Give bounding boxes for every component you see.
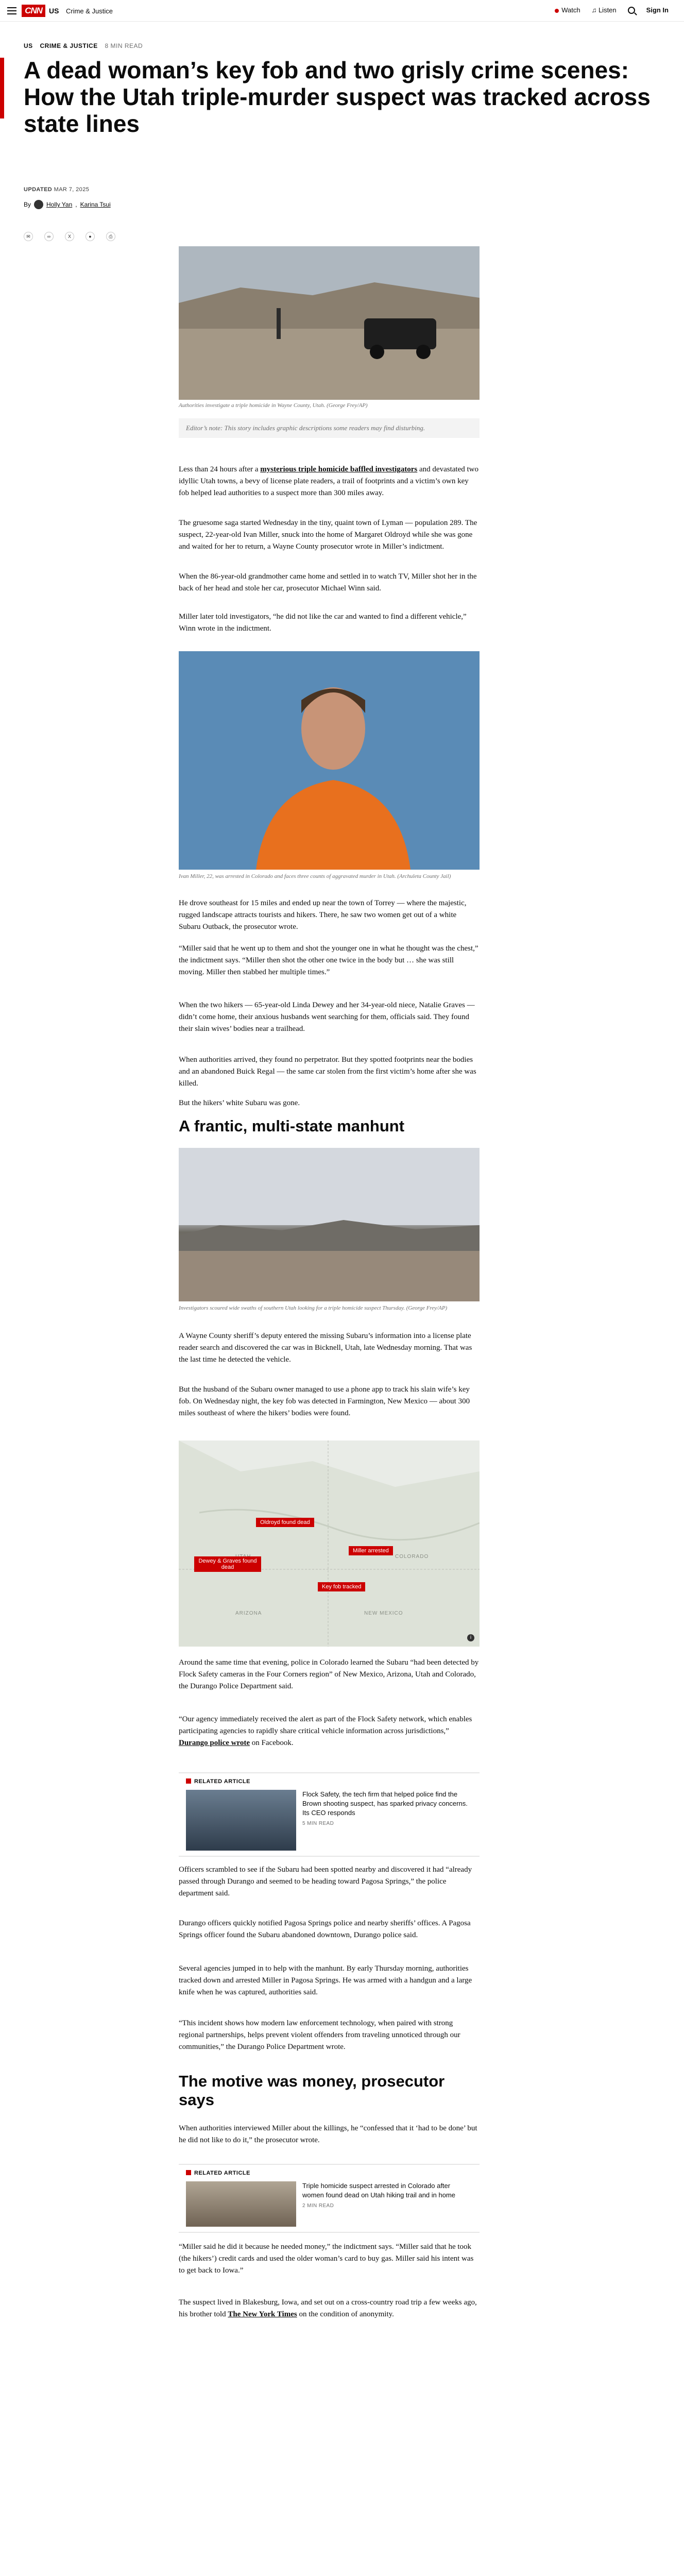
menu-icon[interactable] [7,7,16,14]
map-state-new-mexico: NEW MEXICO [364,1611,403,1616]
listen-button[interactable] [592,6,617,14]
section-heading-manhunt: A frantic, multi-state manhunt [179,1117,405,1135]
header-actions [555,6,669,14]
lead-photo[interactable] [179,246,480,400]
headphones-icon: ♫ [591,6,597,14]
landscape-photo-caption: Investigators scoured wide swaths of southern Utah looking for a triple homicide suspect Thursday. (George Frey/AP) [179,1305,448,1311]
updated-value: MAR 7, 2025 [54,187,90,193]
landscape-illustration [179,1148,480,1301]
related-thumbnail [186,2181,296,2227]
print-icon[interactable]: ⎙ [106,232,115,241]
related-read-time: 2 MIN READ [302,2203,334,2209]
related-article-card-1[interactable] [179,1772,480,1857]
breadcrumb-crime[interactable]: CRIME & JUSTICE [40,42,98,49]
paragraph-7: When the two hikers — 65-year-old Linda Dewey and her 34-year-old niece, Natalie Graves — didn’t come home, their anxious husbands went searching for them, officials said. They found their slain wives’ bodies near a trailhead. [179,1001,475,1033]
suspect-photo-illustration [179,651,480,870]
email-icon[interactable]: ✉ [24,232,33,241]
suspect-photo-caption: Ivan Miller, 22, was arrested in Colorado and faces three counts of aggravated murder in Utah. (Archuleta County Jail) [179,873,451,879]
map-state-arizona: ARIZONA [235,1611,262,1616]
paragraph-11: But the husband of the Subaru owner managed to use a phone app to track his slain wife’s key fob. On Wednesday night, the key fob was detected in Farmington, New Mexico — about 300 miles southeast of where the hikers’ bodies were found. [179,1385,470,1417]
related-thumbnail [186,1790,296,1851]
map-state-colorado: COLORADO [395,1554,429,1560]
landscape-photo[interactable] [179,1148,480,1301]
paragraph-19: “Miller said he did it because he needed money,” the indictment says. “Miller said that he took (the hikers’) credit cards and used the older woman’s card to buy gas. Miller said his intent was to get back to Iowa.” [179,2243,474,2275]
section-heading-motive: The motive was money, prosecutor says [179,2072,445,2109]
breadcrumb-us[interactable]: US [24,42,33,49]
paragraph-3: When the 86-year-old grandmother came home and settled in to watch TV, Miller shot her in the back of her head and stole her car, prosecutor Michael Winn said. [179,572,477,592]
paragraph-6: “Miller said that he went up to them and shot the younger one in what he thought was the chest,” the indictment says. “Miller then shot the other one twice in the body but … she was still moving. Miller then stabbed her multiple times.” [179,944,478,976]
map-info-icon[interactable]: i [467,1634,474,1641]
read-time: 8 MIN READ [105,42,143,49]
triple-homicide-link[interactable]: mysterious triple homicide baffled investigators [260,465,418,473]
map-marker-key-fob: Key fob tracked [318,1582,365,1591]
updated-label: UPDATED [24,187,53,193]
section-link[interactable]: Crime & Justice [66,7,113,15]
manhunt-map[interactable] [179,1440,480,1647]
paragraph-20 [179,2297,480,2320]
suspect-photo[interactable] [179,651,480,870]
search-icon[interactable] [628,7,635,14]
paragraph-8: When authorities arrived, they found no perpetrator. But they spotted footprints near the bodies and an abandoned Buick Regal — the same car stolen from the first victim’s home after she was killed. [179,1056,476,1088]
paragraph-20-text-a: The suspect lived in Blakesburg, Iowa, and set out on a cross-country road trip a few weeks ago, his brother told [179,2298,477,2318]
durango-police-link[interactable]: Durango police wrote [179,1739,250,1747]
paragraph-2: The gruesome saga started Wednesday in the tiny, quaint town of Lyman — population 289. The suspect, 22-year-old Ivan Miller, snuck into the home of Margaret Oldroyd while she was gone and waited for her to return, a Wayne County prosecutor wrote in Miller’s indictment. [179,519,477,551]
map-illustration [179,1440,480,1647]
lead-photo-caption: Authorities investigate a triple homicide in Wayne County, Utah. (George Frey/AP) [179,402,368,409]
related-read-time: 5 MIN READ [302,1821,334,1826]
byline: By Holly Yan , Karina Tsui [24,201,111,208]
link-icon[interactable]: ∞ [44,232,54,241]
top-navigation-bar [0,0,684,22]
paragraph-1: Less than 24 hours after a mysterious triple homicide baffled investigators and devastated two idyllic Utah towns, a bevy of license plate readers, a trail of footprints and a victim’s own key fob helped lead authorities to a suspect more than 300 miles away. [179,465,478,497]
map-marker-dewey-graves: Dewey & Graves found dead [194,1556,261,1572]
live-dot-icon [555,9,559,13]
related-label: RELATED ARTICLE [186,1778,472,1785]
author-link-1[interactable]: Holly Yan [46,201,73,208]
paragraph-9: But the hikers’ white Subaru was gone. [179,1099,300,1107]
watch-label: Watch [561,6,580,14]
paragraph-10: A Wayne County sheriff’s deputy entered the missing Subaru’s information into a license plate reader search and discovered the car was in Bicknell, Utah, late Wednesday morning. That was the last time he detected the vehicle. [179,1332,472,1364]
paragraph-12: Around the same time that evening, police in Colorado learned the Subaru “had been detected by Flock Safety cameras in the Four Corners region” of New Mexico, Arizona, Utah and Colorado, the Durango Police Department said. [179,1658,479,1690]
updated-timestamp [24,187,89,193]
listen-label: Listen [598,6,617,14]
breadcrumb [24,42,148,49]
related-headline[interactable]: Triple homicide suspect arrested in Colorado after women found dead on Utah hiking trail and in home [302,2182,456,2199]
author-avatar [34,200,43,209]
reddit-icon[interactable]: ● [86,232,95,241]
paragraph-20-text-b: on the condition of anonymity. [297,2310,394,2318]
headline-accent-bar [0,58,4,118]
article-headline: A dead woman’s key fob and two grisly crime scenes: How the Utah triple-murder suspect was tracked across state lines [24,57,651,137]
edition-label[interactable]: US [49,7,59,15]
paragraph-16: Several agencies jumped in to help with the manhunt. By early Thursday morning, authorities tracked down and arrested Miller in Pagosa Springs. He was armed with a handgun and a large knife when he was captured, authorities said. [179,1964,472,1996]
related-article-card-2[interactable] [179,2164,480,2233]
sign-in-button[interactable]: Sign In [646,6,669,14]
author-link-2[interactable]: Karina Tsui [80,201,111,208]
watch-button[interactable] [555,6,580,14]
paragraph-13: “Our agency immediately received the alert as part of the Flock Safety network, which enables participating agencies to rapidly share critical vehicle information across jurisdictions,” Durango police wrote on Facebook. [179,1715,472,1747]
lead-photo-illustration [179,246,480,400]
nyt-link[interactable]: The New York Times [228,2310,297,2318]
paragraph-15: Durango officers quickly notified Pagosa Springs police and nearby sheriffs’ offices. A Pagosa Springs officer found the Subaru abandoned downtown, Durango police said. [179,1919,471,1939]
paragraph-4: Miller later told investigators, “he did not like the car and wanted to find a different vehicle,” Winn wrote in the indictment. [179,613,467,633]
paragraph-14: Officers scrambled to see if the Subaru had been spotted nearby and discovered it had “already passed through Durango and seemed to be heading toward Pagosa Springs,” the police department said. [179,1866,472,1897]
paragraph-17: “This incident shows how modern law enforcement technology, when paired with strong regional partnerships, helps prevent violent offenders from traveling unnoticed through our communities,” the Durango Police Department wrote. [179,2019,460,2051]
byline-prefix: By [24,201,31,208]
x-icon[interactable]: X [65,232,74,241]
editors-note: Editor’s note: This story includes graphic descriptions some readers may find disturbing. [179,418,480,438]
share-bar [24,232,115,241]
cnn-logo[interactable]: CNN [22,5,45,17]
related-label: RELATED ARTICLE [186,2170,472,2176]
related-headline[interactable]: Flock Safety, the tech firm that helped police find the Brown shooting suspect, has sparked privacy concerns. Its CEO responds [302,1790,468,1817]
map-marker-oldroyd: Oldroyd found dead [256,1518,314,1527]
paragraph-18: When authorities interviewed Miller about the killings, he “confessed that it ‘had to be done’ but he did not like to do it,” the prosecutor wrote. [179,2124,477,2144]
map-marker-miller-arrested: Miller arrested [349,1546,393,1555]
paragraph-5: He drove southeast for 15 miles and ended up near the town of Torrey — where the majestic, rugged landscape attracts tourists and hikers. There, he saw two women get out of a white Subaru Outback, the prosecutor wrote. [179,899,467,931]
